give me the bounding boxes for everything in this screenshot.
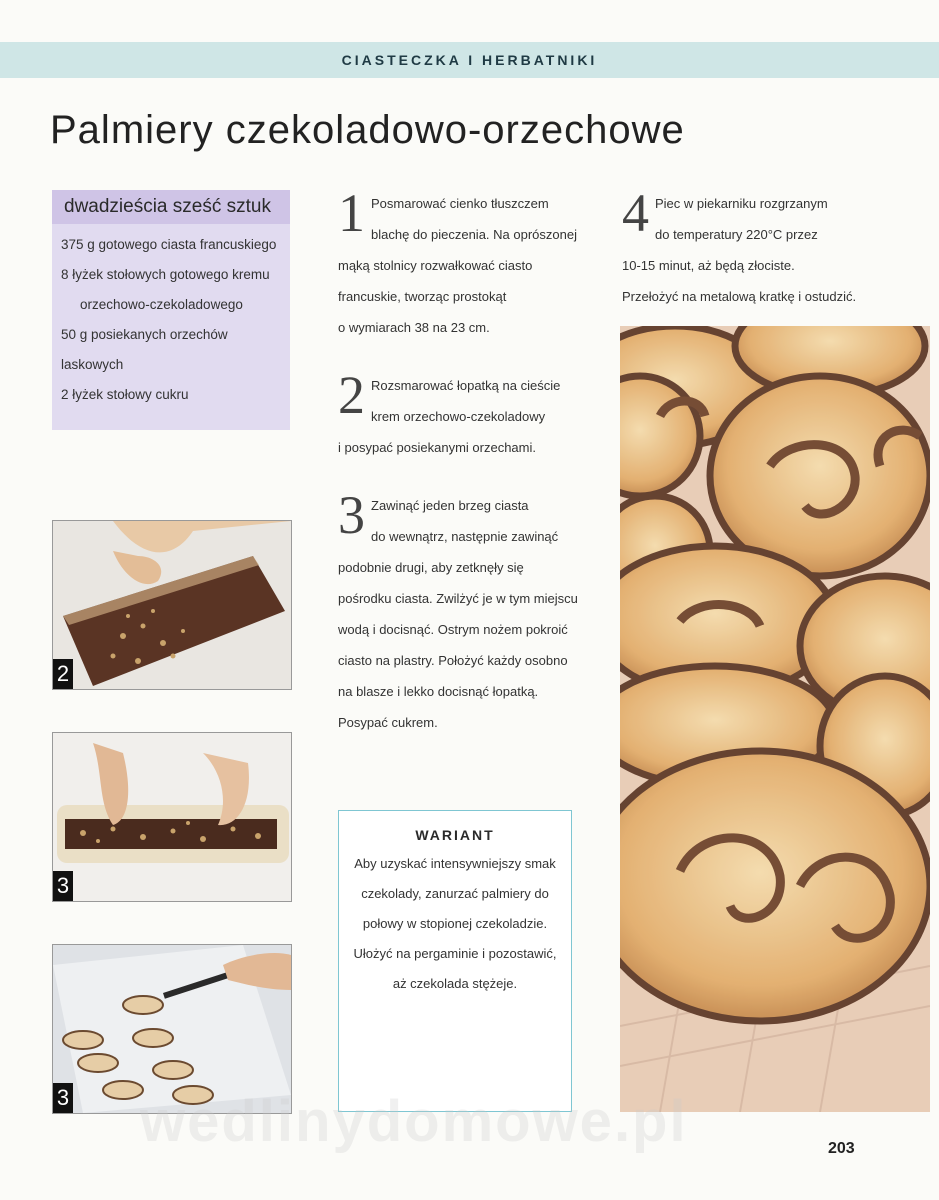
- step-text: krem orzechowo-czekoladowy: [371, 409, 546, 424]
- variant-box: [338, 810, 572, 1112]
- step-3: [338, 485, 583, 738]
- ingredient-item: 375 g gotowego ciasta francuskiego: [61, 237, 277, 252]
- watermark: wedlinydomowe.pl: [140, 1089, 688, 1154]
- step-badge: 2: [53, 659, 73, 689]
- step-text: francuskie, tworząc prostokąt: [338, 289, 507, 304]
- step-photo-rolling: [52, 732, 292, 902]
- ingredient-item: 8 łyżek stołowych gotowego kremu: [61, 267, 270, 282]
- step-text: Piec w piekarniku rozgrzanym: [655, 196, 828, 211]
- ingredient-item: 2 łyżek stołowy cukru: [61, 387, 189, 402]
- variant-title: WARIANT: [415, 827, 495, 843]
- variant-text: połowy w stopionej czekoladzie.: [362, 916, 548, 931]
- step-text: Posmarować cienko tłuszczem: [371, 196, 549, 211]
- step-text: na blasze i lekko docisnąć łopatką.: [338, 684, 539, 699]
- step-badge: 3: [53, 871, 73, 901]
- ingredients-box: [52, 190, 290, 430]
- step-text: Posypać cukrem.: [338, 715, 438, 730]
- step-text: Zawinąć jeden brzeg ciasta: [371, 498, 529, 513]
- section-title: CIASTECZKA I HERBATNIKI: [341, 52, 598, 68]
- variant-text: Aby uzyskać intensywniejszy smak: [354, 856, 556, 871]
- step-text: ciasto na plastry. Położyć każdy osobno: [338, 653, 568, 668]
- step-text: do temperatury 220°C przez: [655, 227, 818, 242]
- step-1: [338, 183, 578, 343]
- step-text: Przełożyć na metalową kratkę i ostudzić.: [622, 289, 857, 304]
- variant-text: Ułożyć na pergaminie i pozostawić,: [353, 946, 557, 961]
- step-number: 2: [338, 365, 365, 425]
- step-text: 10-15 minut, aż będą złociste.: [622, 258, 795, 273]
- ingredient-item: orzechowo-czekoladowego: [80, 297, 243, 312]
- variant-text: czekolady, zanurzać palmiery do: [361, 886, 549, 901]
- step-number: 1: [338, 183, 365, 243]
- step-number: 4: [622, 183, 649, 243]
- step-text: podobnie drugi, aby zetknęły się: [338, 560, 524, 575]
- step-number: 3: [338, 485, 365, 545]
- page-number: 203: [828, 1140, 855, 1157]
- step-text: o wymiarach 38 na 23 cm.: [338, 320, 490, 335]
- step-text: blachę do pieczenia. Na oprószonej: [371, 227, 577, 242]
- step-text: mąką stolnicy rozwałkować ciasto: [338, 258, 533, 273]
- ingredient-list: [52, 224, 290, 410]
- step-text: do wewnątrz, następnie zawinąć: [371, 529, 559, 544]
- finished-palmiers-photo: [620, 326, 930, 1112]
- step-photo-spreading: [52, 520, 292, 690]
- step-text: wodą i docisnąć. Ostrym nożem pokroić: [338, 622, 568, 637]
- step-text: i posypać posiekanymi orzechami.: [338, 440, 536, 455]
- variant-text: aż czekolada stężeje.: [392, 976, 518, 991]
- step-4: [622, 183, 867, 312]
- ingredient-item: 50 g posiekanych orzechów laskowych: [61, 327, 228, 372]
- step-text: pośrodku ciasta. Zwilżyć je w tym miejscu: [338, 591, 578, 606]
- step-text: Rozsmarować łopatką na cieście: [371, 378, 561, 393]
- section-header-band: [0, 42, 939, 78]
- step-2: [338, 365, 578, 463]
- recipe-title: Palmiery czekoladowo-orzechowe: [50, 108, 685, 152]
- yield-heading: dwadzieścia sześć sztuk: [52, 190, 290, 224]
- step-badge: 3: [53, 1083, 73, 1113]
